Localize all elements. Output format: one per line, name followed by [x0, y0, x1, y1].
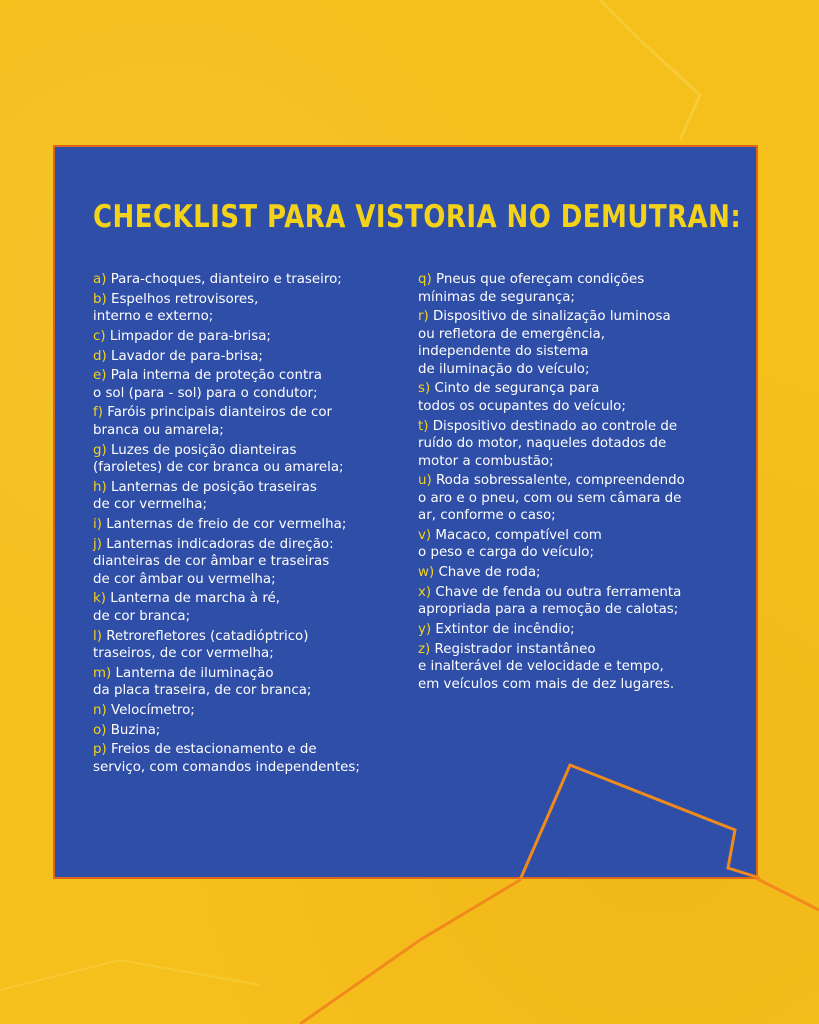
- checklist-item-line: [93, 702, 428, 720]
- checklist-item-text: Luzes de posição dianteiras: [111, 442, 297, 458]
- checklist-item-line: [93, 479, 428, 497]
- checklist-item-text: Espelhos retrovisores,: [111, 291, 259, 307]
- checklist-item-line: [93, 291, 428, 309]
- checklist-item-line: [418, 507, 763, 525]
- checklist-item-letter: c): [93, 328, 106, 344]
- checklist-item: [418, 308, 763, 378]
- checklist-item: [418, 621, 763, 639]
- checklist-item-text: da placa traseira, de cor branca;: [93, 683, 312, 699]
- checklist-item-text: de cor vermelha;: [93, 497, 207, 513]
- checklist-item-text: ruído do motor, naqueles dotados de: [418, 436, 667, 452]
- checklist-item-text: o sol (para - sol) para o condutor;: [93, 385, 318, 401]
- checklist-item-line: [418, 658, 763, 676]
- checklist-item-text: Limpador de para-brisa;: [109, 328, 271, 344]
- checklist-item-text: branca ou amarela;: [93, 422, 224, 438]
- checklist-item-text: Lanternas indicadoras de direção:: [106, 536, 334, 552]
- checklist-item-line: [418, 271, 763, 289]
- checklist-item-letter: z): [418, 641, 431, 657]
- checklist-item-letter: s): [418, 381, 431, 397]
- checklist-item-line: [93, 422, 428, 440]
- checklist-item: [93, 590, 428, 625]
- checklist-item-text: em veículos com mais de dez lugares.: [418, 676, 675, 692]
- checklist-item-text: Lanterna de iluminação: [115, 665, 274, 681]
- checklist-item-line: [418, 380, 763, 398]
- checklist-item-line: [93, 571, 428, 589]
- checklist-item-line: [93, 590, 428, 608]
- checklist-item-line: [418, 326, 763, 344]
- checklist-column-right: [418, 271, 763, 695]
- checklist-item-line: [93, 645, 428, 663]
- checklist-item-text: Chave de roda;: [438, 565, 541, 581]
- checklist-item: [93, 271, 428, 289]
- checklist-item-line: [418, 584, 763, 602]
- checklist-item: [93, 536, 428, 589]
- checklist-item-text: Lavador de para-brisa;: [111, 348, 263, 364]
- checklist-item-line: [93, 516, 428, 534]
- checklist-item-text: Extintor de incêndio;: [435, 622, 575, 637]
- checklist-item-text: Pala interna de proteção contra: [110, 368, 322, 384]
- checklist-item-text: serviço, com comandos independentes;: [93, 759, 360, 775]
- checklist-item-text: interno e externo;: [93, 309, 214, 325]
- checklist-item-line: [93, 271, 428, 289]
- checklist-item-line: [93, 536, 428, 554]
- checklist-item-text: todos os ocupantes do veículo;: [418, 398, 626, 414]
- checklist-item-text: Lanternas de freio de cor vermelha;: [106, 517, 347, 532]
- checklist-item-text: de cor branca;: [93, 608, 191, 624]
- checklist-item-text: Dispositivo de sinalização luminosa: [433, 309, 671, 325]
- checklist-item: [93, 722, 428, 740]
- checklist-item-line: [418, 676, 763, 694]
- checklist-item-line: [93, 665, 428, 683]
- checklist-item-line: [93, 722, 428, 740]
- checklist-item-line: [418, 490, 763, 508]
- checklist-item-letter: u): [418, 473, 432, 489]
- checklist-item: [93, 404, 428, 439]
- checklist-item-text: dianteiras de cor âmbar e traseiras: [93, 554, 330, 570]
- checklist-item: [93, 291, 428, 326]
- checklist-item-letter: x): [418, 584, 432, 600]
- checklist-item-line: [418, 601, 763, 619]
- checklist-item-text: Retrorefletores (catadióptrico): [106, 628, 309, 644]
- checklist-item-letter: j): [93, 536, 102, 552]
- checklist-item-line: [93, 404, 428, 422]
- checklist-item-letter: d): [93, 348, 107, 364]
- checklist-item-letter: t): [418, 418, 429, 434]
- checklist-item-line: [418, 308, 763, 326]
- checklist-item: [93, 516, 428, 534]
- checklist-item-text: Lanternas de posição traseiras: [110, 479, 317, 495]
- checklist-item-line: [93, 682, 428, 700]
- checklist-item: [93, 665, 428, 700]
- checklist-item-line: [418, 641, 763, 659]
- checklist-item-text: Chave de fenda ou outra ferramenta: [435, 584, 682, 600]
- checklist-item-text: Dispositivo destinado ao controle de: [432, 418, 678, 434]
- checklist-item-text: Faróis principais dianteiros de cor: [107, 405, 333, 421]
- checklist-item: [93, 367, 431, 402]
- checklist-item-line: [418, 343, 763, 361]
- checklist-item-text: Freios de estacionamento e de: [111, 742, 317, 758]
- page-title: CHECKLIST PARA VISTORIA NO DEMUTRAN:: [93, 199, 742, 235]
- decorative-line-top: [600, 0, 700, 140]
- checklist-item-line: [93, 308, 428, 326]
- checklist-item-line: [93, 759, 428, 777]
- checklist-item-letter: f): [93, 405, 103, 421]
- checklist-item-line: [93, 628, 428, 646]
- checklist-item-text: mínimas de segurança;: [418, 289, 575, 305]
- checklist-item: [418, 584, 763, 619]
- checklist-item-text: de cor âmbar ou vermelha;: [93, 571, 276, 587]
- decorative-line-bottom-faint: [0, 960, 260, 990]
- checklist-item-letter: p): [93, 742, 107, 758]
- checklist-item-line: [418, 361, 763, 379]
- checklist-item-letter: b): [93, 291, 107, 307]
- checklist-item-text: o peso e carga do veículo;: [418, 545, 595, 561]
- checklist-item-text: traseiros, de cor vermelha;: [93, 646, 274, 662]
- checklist-item: [93, 628, 431, 663]
- checklist-item-line: [418, 435, 763, 453]
- checklist-item-line: [93, 328, 428, 346]
- checklist-item-line: [418, 544, 763, 562]
- checklist-item-text: e inalterável de velocidade e tempo,: [418, 659, 664, 675]
- checklist-item-line: [93, 496, 428, 514]
- checklist-item-line: [418, 472, 763, 490]
- checklist-item-letter: l): [93, 628, 102, 644]
- checklist-item-line: [418, 418, 763, 436]
- checklist-item-line: [93, 385, 428, 403]
- checklist-item: [418, 641, 763, 694]
- checklist-item-text: ar, conforme o caso;: [418, 508, 556, 524]
- checklist-item-letter: n): [93, 702, 107, 718]
- checklist-item-letter: i): [93, 517, 102, 532]
- checklist-item-letter: g): [93, 442, 107, 458]
- checklist-item-letter: o): [93, 722, 107, 738]
- checklist-item-line: [418, 398, 763, 416]
- checklist-panel: [53, 145, 758, 879]
- checklist-item-line: [93, 367, 428, 385]
- checklist-item: [93, 702, 428, 720]
- checklist-item: [93, 328, 428, 346]
- checklist-item: [93, 348, 428, 366]
- checklist-item-text: Pneus que ofereçam condições: [436, 272, 645, 287]
- checklist-item-line: [93, 741, 428, 759]
- checklist-item-line: [418, 621, 763, 639]
- checklist-item-line: [93, 442, 428, 460]
- checklist-item: [418, 380, 763, 415]
- checklist-item: [93, 479, 428, 514]
- checklist-item-line: [418, 289, 763, 307]
- checklist-item-letter: h): [93, 479, 107, 495]
- checklist-item-text: o aro e o pneu, com ou sem câmara de: [418, 490, 682, 506]
- checklist-item-text: (faroletes) de cor branca ou amarela;: [93, 460, 344, 476]
- checklist-item-text: Cinto de segurança para: [434, 381, 600, 397]
- checklist-item-letter: q): [418, 272, 432, 287]
- checklist-item-text: motor a combustão;: [418, 453, 554, 469]
- checklist-item-letter: k): [93, 591, 106, 607]
- checklist-item-letter: r): [418, 309, 429, 325]
- checklist-item-text: Lanterna de marcha à ré,: [110, 591, 281, 607]
- checklist-item-line: [93, 459, 428, 477]
- checklist-item-text: Macaco, compatível com: [435, 527, 602, 543]
- checklist-item-line: [93, 553, 428, 571]
- checklist-item-text: Velocímetro;: [110, 702, 195, 718]
- checklist-item-letter: w): [418, 565, 435, 581]
- checklist-item-text: apropriada para a remoção de calotas;: [418, 602, 679, 618]
- checklist-item: [418, 564, 763, 582]
- checklist-item-letter: e): [93, 368, 107, 384]
- checklist-item-letter: y): [418, 622, 432, 637]
- checklist-item-text: Para-choques, dianteiro e traseiro;: [110, 272, 342, 287]
- checklist-item-text: ou refletora de emergência,: [418, 326, 606, 342]
- checklist-item-letter: m): [93, 665, 112, 681]
- checklist-item-line: [418, 527, 763, 545]
- checklist-item: [418, 271, 763, 306]
- checklist-item-text: Registrador instantâneo: [434, 641, 596, 657]
- checklist-item-line: [93, 608, 428, 626]
- checklist-item-line: [93, 348, 428, 366]
- checklist-item-letter: a): [93, 272, 107, 287]
- checklist-item: [93, 741, 428, 776]
- checklist-item-text: Roda sobressalente, compreendendo: [435, 473, 685, 489]
- checklist-item-line: [418, 453, 763, 471]
- checklist-item-text: independente do sistema: [418, 344, 589, 360]
- checklist-item: [93, 442, 428, 477]
- checklist-item-line: [418, 564, 763, 582]
- checklist-item: [418, 418, 763, 471]
- checklist-item-text: Buzina;: [110, 722, 161, 738]
- checklist-item: [418, 527, 763, 562]
- checklist-item-letter: v): [418, 527, 432, 543]
- checklist-item-text: de iluminação do veículo;: [418, 361, 590, 377]
- checklist-item: [418, 472, 763, 525]
- checklist-column-left: [93, 271, 431, 779]
